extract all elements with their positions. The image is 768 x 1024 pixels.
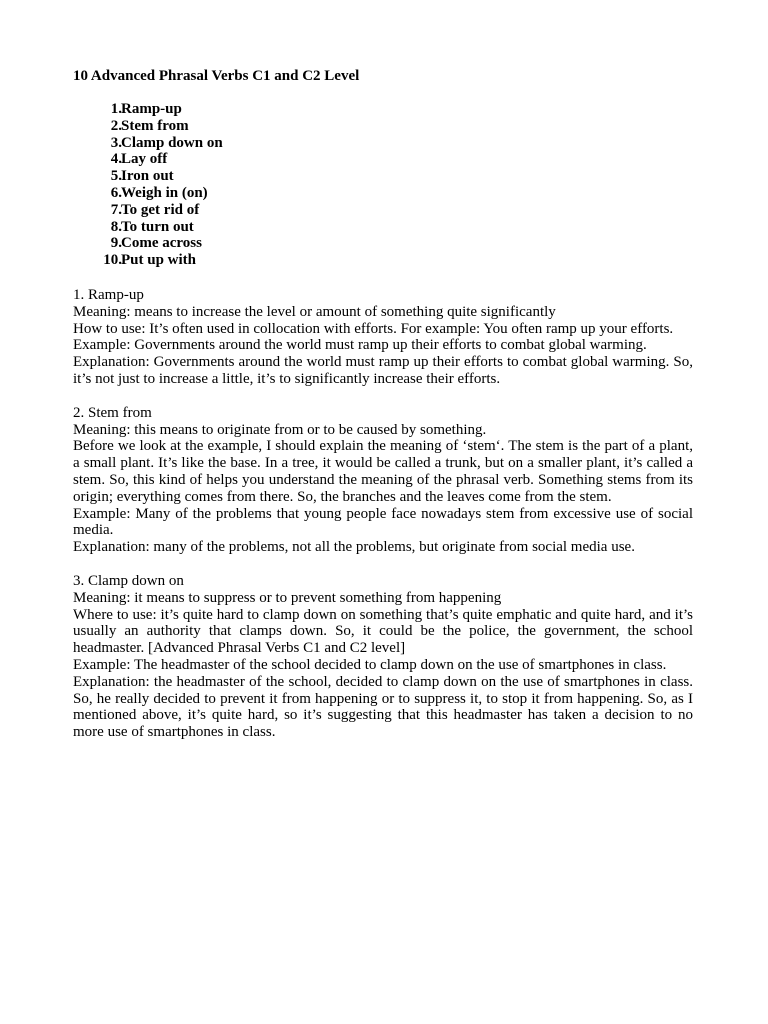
list-item: [73, 118, 693, 135]
list-text: Ramp-up: [121, 101, 182, 117]
section-paragraph: Meaning: means to increase the level or amount of something quite significantly: [73, 303, 556, 320]
section-stem-from: [73, 405, 693, 556]
section-clamp-down-on: [73, 573, 693, 741]
list-text: Stem from: [121, 117, 189, 134]
list-item: [73, 235, 693, 252]
list-number: 5.: [110, 168, 122, 185]
section-heading: 1. Ramp-up: [73, 286, 144, 303]
section-paragraph: Explanation: Governments around the world must ramp up their efforts to combat global warming. So, it’s not just to increase a little, it’s to significantly increase their efforts.: [73, 354, 693, 387]
list-item: [73, 202, 693, 219]
list-item: [73, 185, 693, 202]
section-paragraph: Example: Governments around the world must ramp up their efforts to combat global warming.: [73, 337, 647, 354]
section-ramp-up: [73, 287, 693, 388]
section-paragraph: Where to use: it’s quite hard to clamp down on something that’s quite emphatic and quite hard, and it’s usually an authority that clamps down. So, it could be the police, the government, the school headmaster. [Advanced Phrasal Verbs C1 and C2 level]: [73, 606, 693, 657]
section-heading: 3. Clamp down on: [73, 572, 184, 589]
section-paragraph: How to use: It’s often used in collocation with efforts. For example: You often ramp up your efforts.: [73, 320, 674, 337]
list-number: 7.: [110, 201, 122, 218]
section-paragraph: Example: Many of the problems that young people face nowadays stem from excessive use of social media.: [73, 505, 693, 539]
list-text: Clamp down on: [121, 134, 223, 151]
section-paragraph: Explanation: many of the problems, not all the problems, but originate from social media use.: [73, 539, 635, 556]
list-number: 9.: [110, 235, 122, 252]
list-number: 4.: [110, 151, 122, 168]
list-number: 10.: [103, 252, 122, 269]
list-text: Lay off: [121, 151, 168, 168]
list-text: To get rid of: [121, 201, 200, 218]
list-number: 2.: [110, 117, 122, 134]
list-text: Put up with: [121, 252, 197, 269]
list-text: To turn out: [121, 218, 194, 235]
section-heading: 2. Stem from: [73, 404, 152, 421]
section-paragraph: Explanation: the headmaster of the school, decided to clamp down on the use of smartphones in class. So, he really decided to prevent it from happening or to suppress it, to stop it from happening. So, as I mentioned above, it’s quite hard, so it’s suggesting that this headmaster has taken a decision to no more use of smartphones in class.: [73, 673, 693, 741]
list-text: Come across: [121, 235, 202, 252]
list-number: 3.: [110, 134, 122, 151]
section-paragraph: Meaning: it means to suppress or to prevent something from happening: [73, 589, 502, 606]
section-paragraph: Meaning: this means to originate from or to be caused by something.: [73, 421, 487, 438]
list-number: 6.: [110, 184, 122, 201]
document-title: 10 Advanced Phrasal Verbs C1 and C2 Level: [73, 68, 360, 84]
section-paragraph: Before we look at the example, I should explain the meaning of ‘stem‘. The stem is the part of a plant, a small plant. It’s like the base. In a tree, it would be called a trunk, but on a smaller plant, it’s called a stem. So, this kind of helps you understand the meaning of the phrasal verb. Something stems from its origin; everything comes from there. So, the branches and the leaves come from the stem.: [73, 438, 693, 505]
list-text: Iron out: [121, 168, 174, 185]
list-number: 1.: [110, 101, 122, 117]
list-number: 8.: [110, 218, 122, 235]
list-text: Weigh in (on): [121, 184, 208, 201]
list-item: [73, 151, 693, 168]
list-item: [73, 168, 693, 185]
list-item: [73, 252, 693, 269]
section-paragraph: Example: The headmaster of the school decided to clamp down on the use of smartphones in class.: [73, 656, 667, 673]
list-item: [73, 101, 693, 118]
list-item: [73, 219, 693, 236]
phrasal-verb-list: [73, 101, 693, 269]
list-item: [73, 135, 693, 152]
